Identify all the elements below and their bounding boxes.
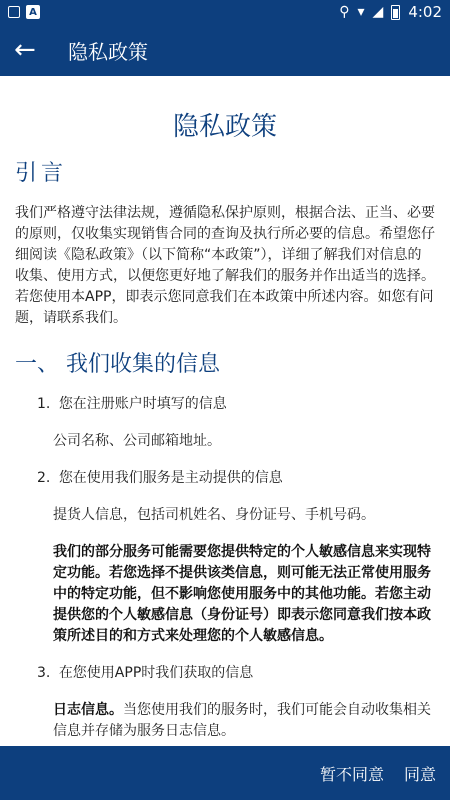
back-arrow-icon[interactable]: ← — [14, 35, 36, 65]
log-info-text: 当您使用我们的服务时，我们可能会自动收集相关信息并存储为服务日志信息。 — [53, 702, 431, 739]
list-number: 3. — [37, 665, 51, 681]
wifi-icon: ▾ — [357, 4, 365, 20]
list-item-text: 在您使用APP时我们获取的信息 — [58, 665, 254, 681]
status-bar — [0, 0, 450, 24]
item1-detail: 公司名称、公司邮箱地址。 — [53, 433, 221, 449]
list-item-text: 您在注册账户时填写的信息 — [58, 396, 227, 412]
document-title: 隐私政策 — [172, 112, 277, 142]
list-item-text: 您在使用我们服务是主动提供的信息 — [58, 470, 283, 486]
intro-paragraph: 我们严格遵守法律法规，遵循隐私保护原则，根据合法、正当、必要的原则，仅收集实现销售合同的查询及执行所必要的信息。希望您仔细阅读《隐私政策》（以下简称“本政策”），详细了解我们对信息的收集、使用方式，以便您更好地了解我们的服务并作出适当的选择。若您使用本APP，即表示您同意我们在本政策中所述内容。如您有问题，请联系我们。 — [15, 205, 435, 326]
app-notification-icon: A — [26, 5, 40, 19]
list-number: 2. — [37, 470, 51, 486]
status-time: 4:02 — [408, 3, 442, 21]
list-item — [15, 468, 435, 489]
bottom-bar — [0, 746, 450, 800]
app-bar-title: 隐私政策 — [68, 39, 148, 64]
location-icon: ⚲ — [339, 4, 350, 20]
intro-heading: 引言 — [15, 161, 68, 186]
notification-icon — [8, 6, 20, 18]
list-number: 1. — [37, 396, 51, 412]
list-item — [15, 394, 435, 415]
list-item — [15, 663, 435, 684]
log-info-label: 日志信息。 — [53, 702, 123, 718]
item2-detail: 提货人信息，包括司机姓名、身份证号、手机号码。 — [53, 507, 375, 523]
battery-icon — [391, 5, 400, 20]
section1-heading: 一、 我们收集的信息 — [15, 352, 220, 377]
disagree-button[interactable]: 暂不同意 — [320, 762, 384, 785]
sensitive-info-notice: 我们的部分服务可能需要您提供特定的个人敏感信息来实现特定功能。若您选择不提供该类信息，则可能无法正常使用服务中的特定功能，但不影响您使用服务中的其他功能。若您主动提供您的个人敏感信息（身份证号）即表示您同意我们按本政策所述目的和方式来处理您的个人敏感信息。 — [53, 544, 431, 644]
policy-content[interactable] — [0, 76, 450, 746]
app-bar — [0, 24, 450, 76]
log-info-paragraph — [15, 700, 435, 742]
agree-button[interactable]: 同意 — [404, 762, 436, 785]
signal-icon: ◢ — [372, 4, 384, 20]
